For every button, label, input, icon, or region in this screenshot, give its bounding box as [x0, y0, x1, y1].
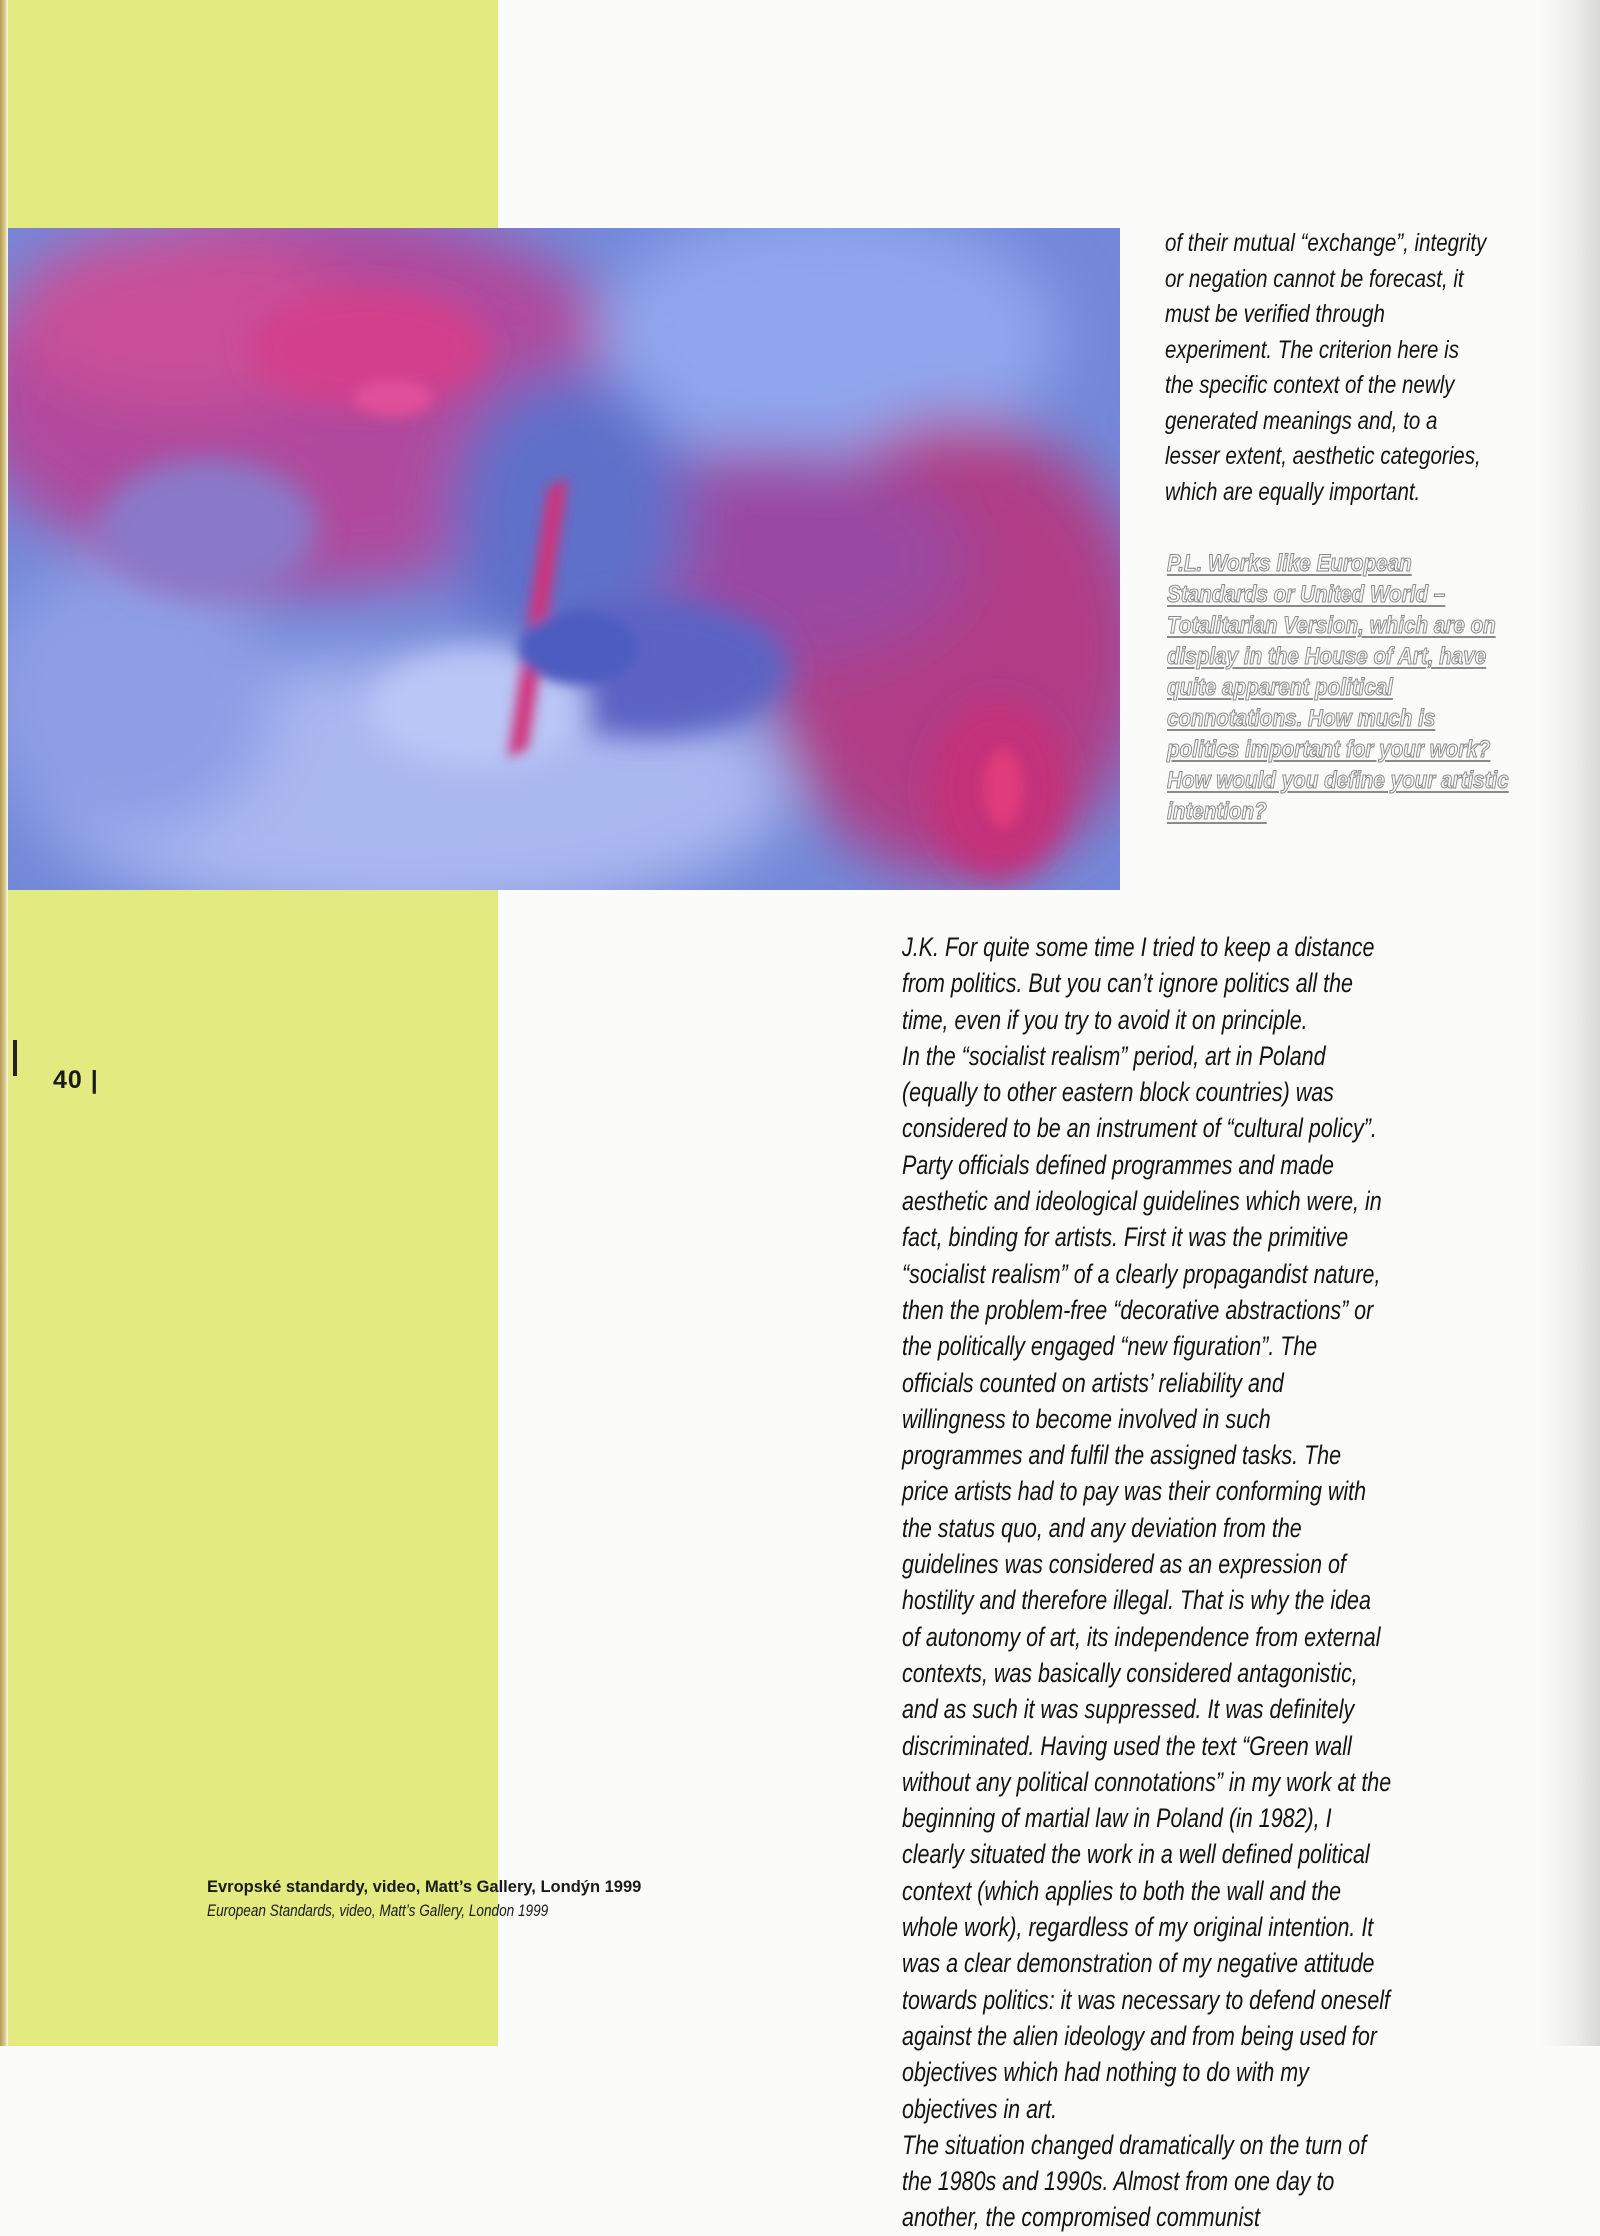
- page-number: 40 |: [53, 1066, 99, 1094]
- caption-czech: Evropské standardy, video, Matt’s Gallery, Londýn 1999: [207, 1878, 642, 1896]
- edge-mark: [13, 1040, 17, 1076]
- page-fold-shadow: [1540, 0, 1600, 2046]
- interview-question: P.L. Works like European Standards or United World – Totalitarian Version, which are on display in the House of Art, have quite apparent political connotations. How much is politics important for your work? How would you define your artistic intention?: [1167, 550, 1509, 825]
- answer-paragraph: In the “socialist realism” period, art in Poland (equally to other eastern block countries) was considered to be an instrument of “cultural policy”. Party officials defined programmes and made aesthetic and ideological guidelines which were, in fact, binding for artists. First it was the primitive “socialist realism” of a clearly propagandist nature, then the problem-free “decorative abstractions” or the politically engaged “new figuration”. The officials counted on artists’ reliability and willingness to become involved in such programmes and fulfil the assigned tasks. The price artists had to pay was their conforming with the status quo, and any deviation from the guidelines was considered as an expression of hostility and therefore illegal. That is why the idea of autonomy of art, its independence from external contexts, was basically considered antagonistic, and as such it was suppressed. It was definitely discriminated. Having used the text “Green wall without any political connotations” in my work at the beginning of martial law in Poland (in 1982), I clearly situated the work in a well defined political context (which applies to both the wall and the whole work), regardless of my original intention. It was a clear demonstration of my negative attitude towards politics: it was necessary to defend oneself against the alien ideology and from being used for objectives which had nothing to do with my objectives in art.: [902, 1040, 1392, 2124]
- book-spine-edge: [0, 0, 8, 2046]
- video-still-image: [8, 228, 1120, 890]
- page-number-value: 40: [53, 1066, 83, 1094]
- top-column-paragraph: of their mutual “exchange”, integrity or negation cannot be forecast, it must be verified through experiment. The criterion here is the specific context of the newly generated meanings and, to a lesser extent, aesthetic categories, which are equally important.: [1165, 229, 1487, 506]
- answer-paragraph: The situation changed dramatically on the turn of the 1980s and 1990s. Almost from one day to another, the compromised communist: [902, 2129, 1367, 2233]
- answer-paragraph: J.K. For quite some time I tried to keep a distance from politics. But you can’t ignore politics all the time, even if you try to avoid it on principle.: [902, 932, 1375, 1035]
- caption-english: European Standards, video, Matt’s Gallery, London 1999: [207, 1901, 549, 1920]
- interview-answer: [902, 929, 1392, 2236]
